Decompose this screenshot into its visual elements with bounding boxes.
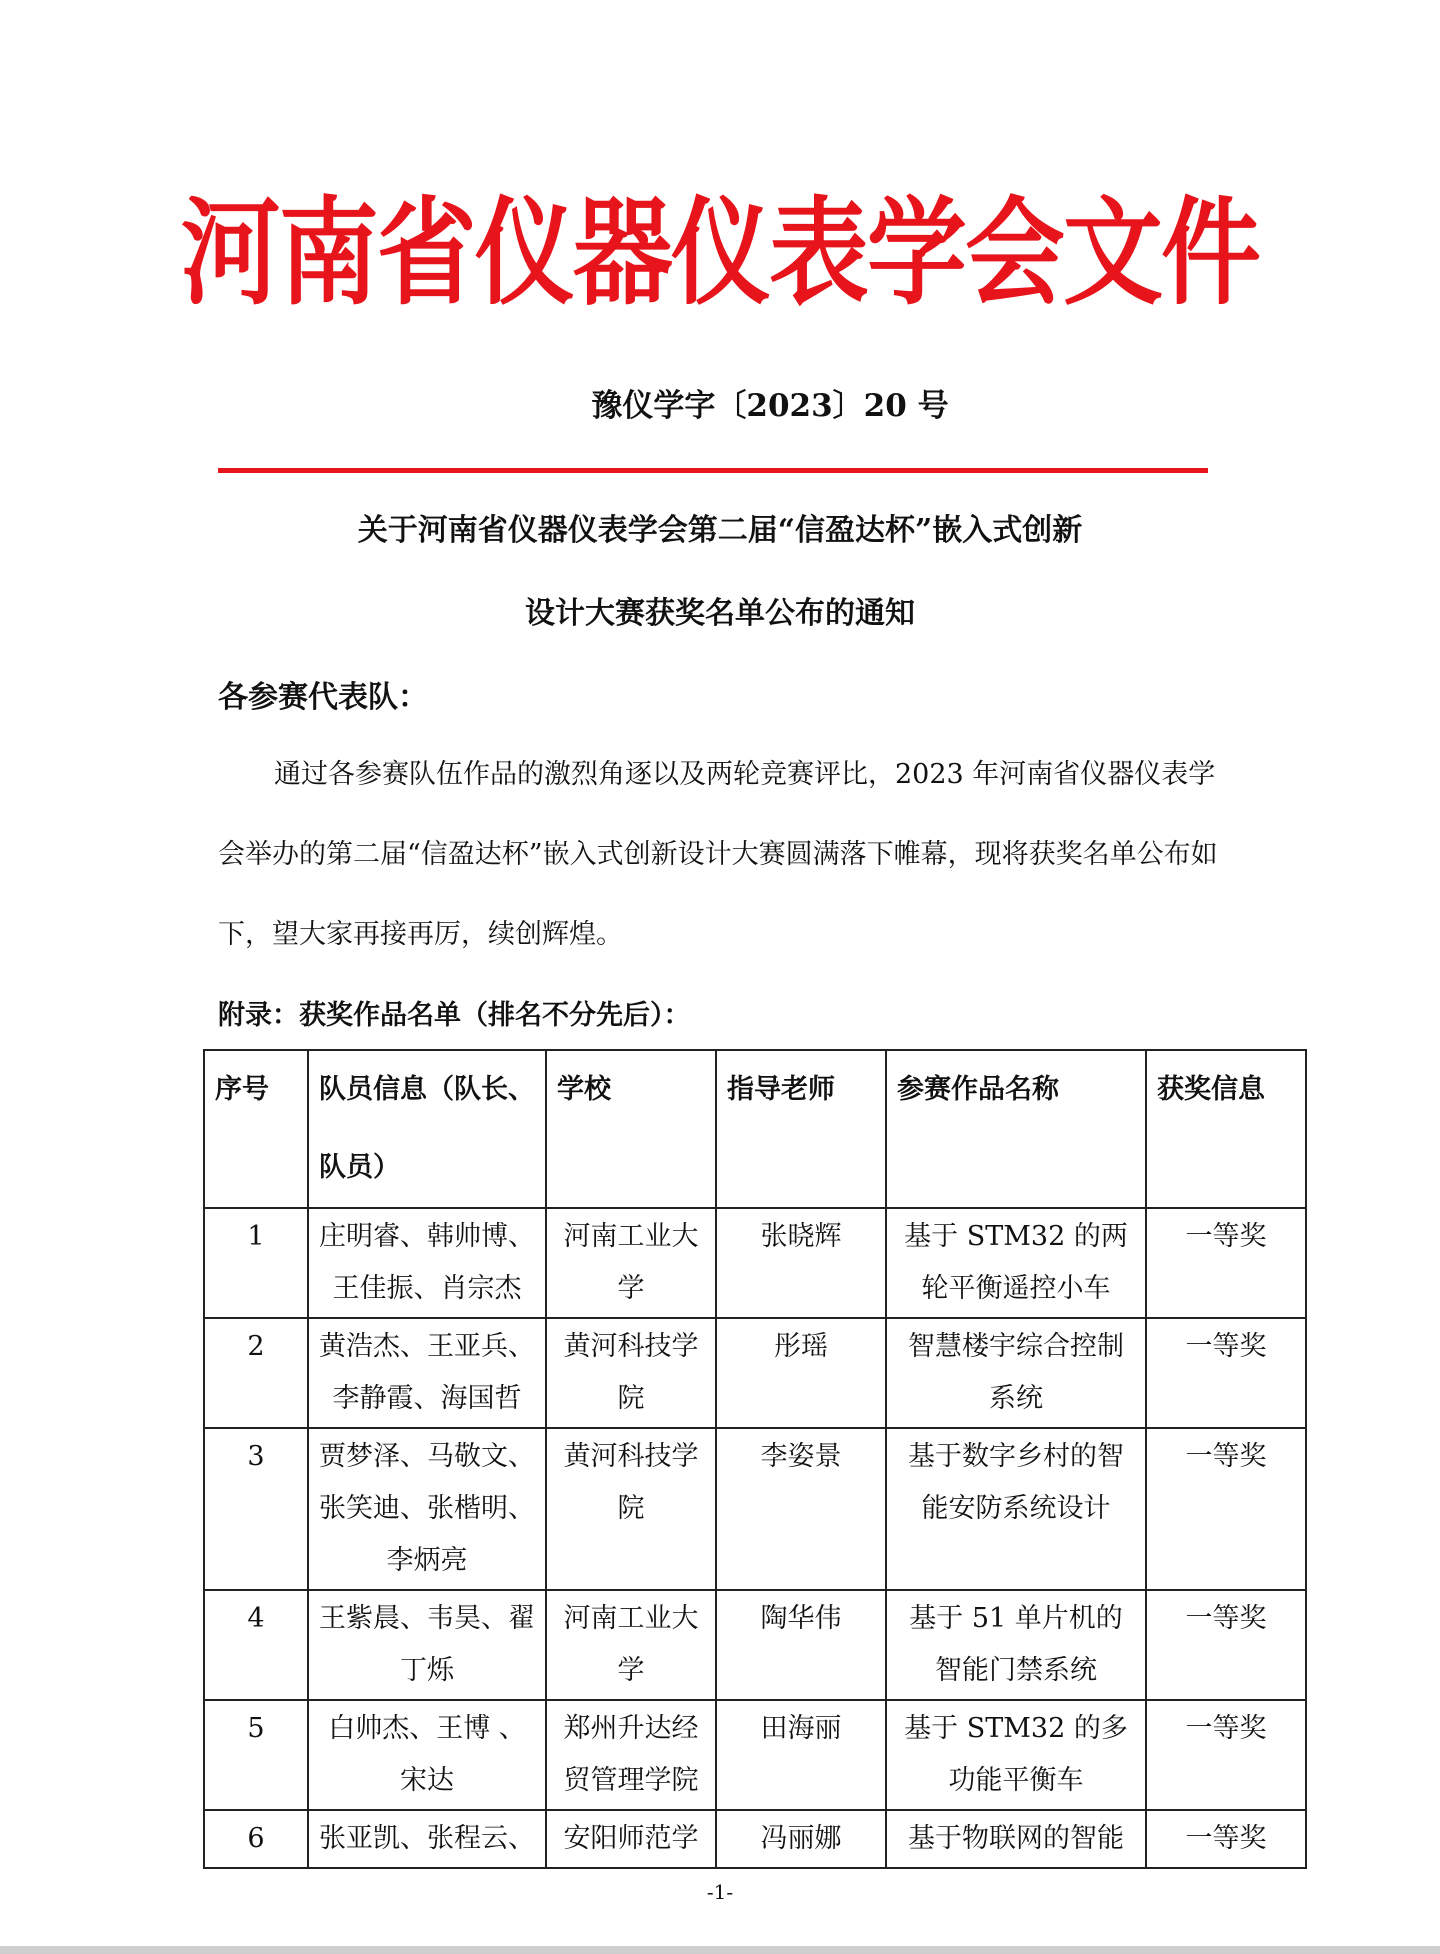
- table-header-row: [204, 1050, 1306, 1208]
- table-row: [204, 1700, 1306, 1810]
- cell-no: 3: [204, 1428, 308, 1590]
- masthead-title: 河南省仪器仪表学会文件: [180, 186, 1260, 321]
- cell-award: 一等奖: [1146, 1590, 1306, 1700]
- cell-school: 安阳师范学: [546, 1810, 716, 1868]
- cell-work: 基于数字乡村的智能安防系统设计: [886, 1428, 1146, 1590]
- cell-members: 黄浩杰、王亚兵、李静霞、海国哲: [308, 1318, 546, 1428]
- cell-school: 郑州升达经贸管理学院: [546, 1700, 716, 1810]
- header-members: 队员信息（队长、队员）: [308, 1050, 546, 1208]
- cell-members: 庄明睿、韩帅博、王佳振、肖宗杰: [308, 1208, 546, 1318]
- cell-award: 一等奖: [1146, 1208, 1306, 1318]
- cell-school: 河南工业大学: [546, 1590, 716, 1700]
- document-number: 豫仪学字〔2023〕20 号: [591, 388, 949, 424]
- cell-no: 5: [204, 1700, 308, 1810]
- cell-members: 张亚凯、张程云、: [308, 1810, 546, 1868]
- table-row: [204, 1318, 1306, 1428]
- header-no: 序号: [204, 1050, 308, 1208]
- red-divider: [218, 468, 1208, 473]
- header-work: 参赛作品名称: [886, 1050, 1146, 1208]
- cell-work: 基于物联网的智能: [886, 1810, 1146, 1868]
- cell-advisor: 彤瑶: [716, 1318, 886, 1428]
- cell-members: 王紫晨、韦昊、翟丁烁: [308, 1590, 546, 1700]
- page-number: -1-: [706, 1880, 734, 1904]
- table-row: [204, 1810, 1306, 1868]
- awards-table: [203, 1049, 1307, 1869]
- cell-award: 一等奖: [1146, 1700, 1306, 1810]
- table-row: [204, 1428, 1306, 1590]
- cell-school: 黄河科技学院: [546, 1428, 716, 1590]
- cell-advisor: 张晓辉: [716, 1208, 886, 1318]
- cell-award: 一等奖: [1146, 1318, 1306, 1428]
- header-award: 获奖信息: [1146, 1050, 1306, 1208]
- bottom-scroll-strip: [0, 1946, 1440, 1954]
- notice-title-line-1: 关于河南省仪器仪表学会第二届“信盈达杯”嵌入式创新: [357, 513, 1083, 548]
- table-row: [204, 1208, 1306, 1318]
- cell-members: 白帅杰、王博 、宋达: [308, 1700, 546, 1810]
- cell-school: 黄河科技学院: [546, 1318, 716, 1428]
- salutation: 各参赛代表队：: [218, 680, 428, 715]
- cell-no: 6: [204, 1810, 308, 1868]
- cell-award: 一等奖: [1146, 1428, 1306, 1590]
- cell-no: 2: [204, 1318, 308, 1428]
- cell-advisor: 冯丽娜: [716, 1810, 886, 1868]
- header-advisor: 指导老师: [716, 1050, 886, 1208]
- appendix-label: 附录：获奖作品名单（排名不分先后）：: [218, 1000, 691, 1031]
- cell-work: 基于 51 单片机的智能门禁系统: [886, 1590, 1146, 1700]
- cell-work: 基于 STM32 的两轮平衡遥控小车: [886, 1208, 1146, 1318]
- cell-work: 基于 STM32 的多功能平衡车: [886, 1700, 1146, 1810]
- cell-work: 智慧楼宇综合控制系统: [886, 1318, 1146, 1428]
- cell-members: 贾梦泽、马敬文、张笑迪、张楷明、李炳亮: [308, 1428, 546, 1590]
- cell-no: 4: [204, 1590, 308, 1700]
- cell-advisor: 陶华伟: [716, 1590, 886, 1700]
- cell-advisor: 田海丽: [716, 1700, 886, 1810]
- notice-title-line-2: 设计大赛获奖名单公布的通知: [525, 596, 915, 631]
- table-row: [204, 1590, 1306, 1700]
- header-school: 学校: [546, 1050, 716, 1208]
- cell-award: 一等奖: [1146, 1810, 1306, 1868]
- cell-no: 1: [204, 1208, 308, 1318]
- cell-advisor: 李姿景: [716, 1428, 886, 1590]
- cell-school: 河南工业大学: [546, 1208, 716, 1318]
- body-paragraph: 通过各参赛队伍作品的激烈角逐以及两轮竞赛评比，2023 年河南省仪器仪表学会举办的第二届“信盈达杯”嵌入式创新设计大赛圆满落下帷幕，现将获奖名单公布如下，望大家再接再厉，续创辉煌。: [218, 759, 1218, 950]
